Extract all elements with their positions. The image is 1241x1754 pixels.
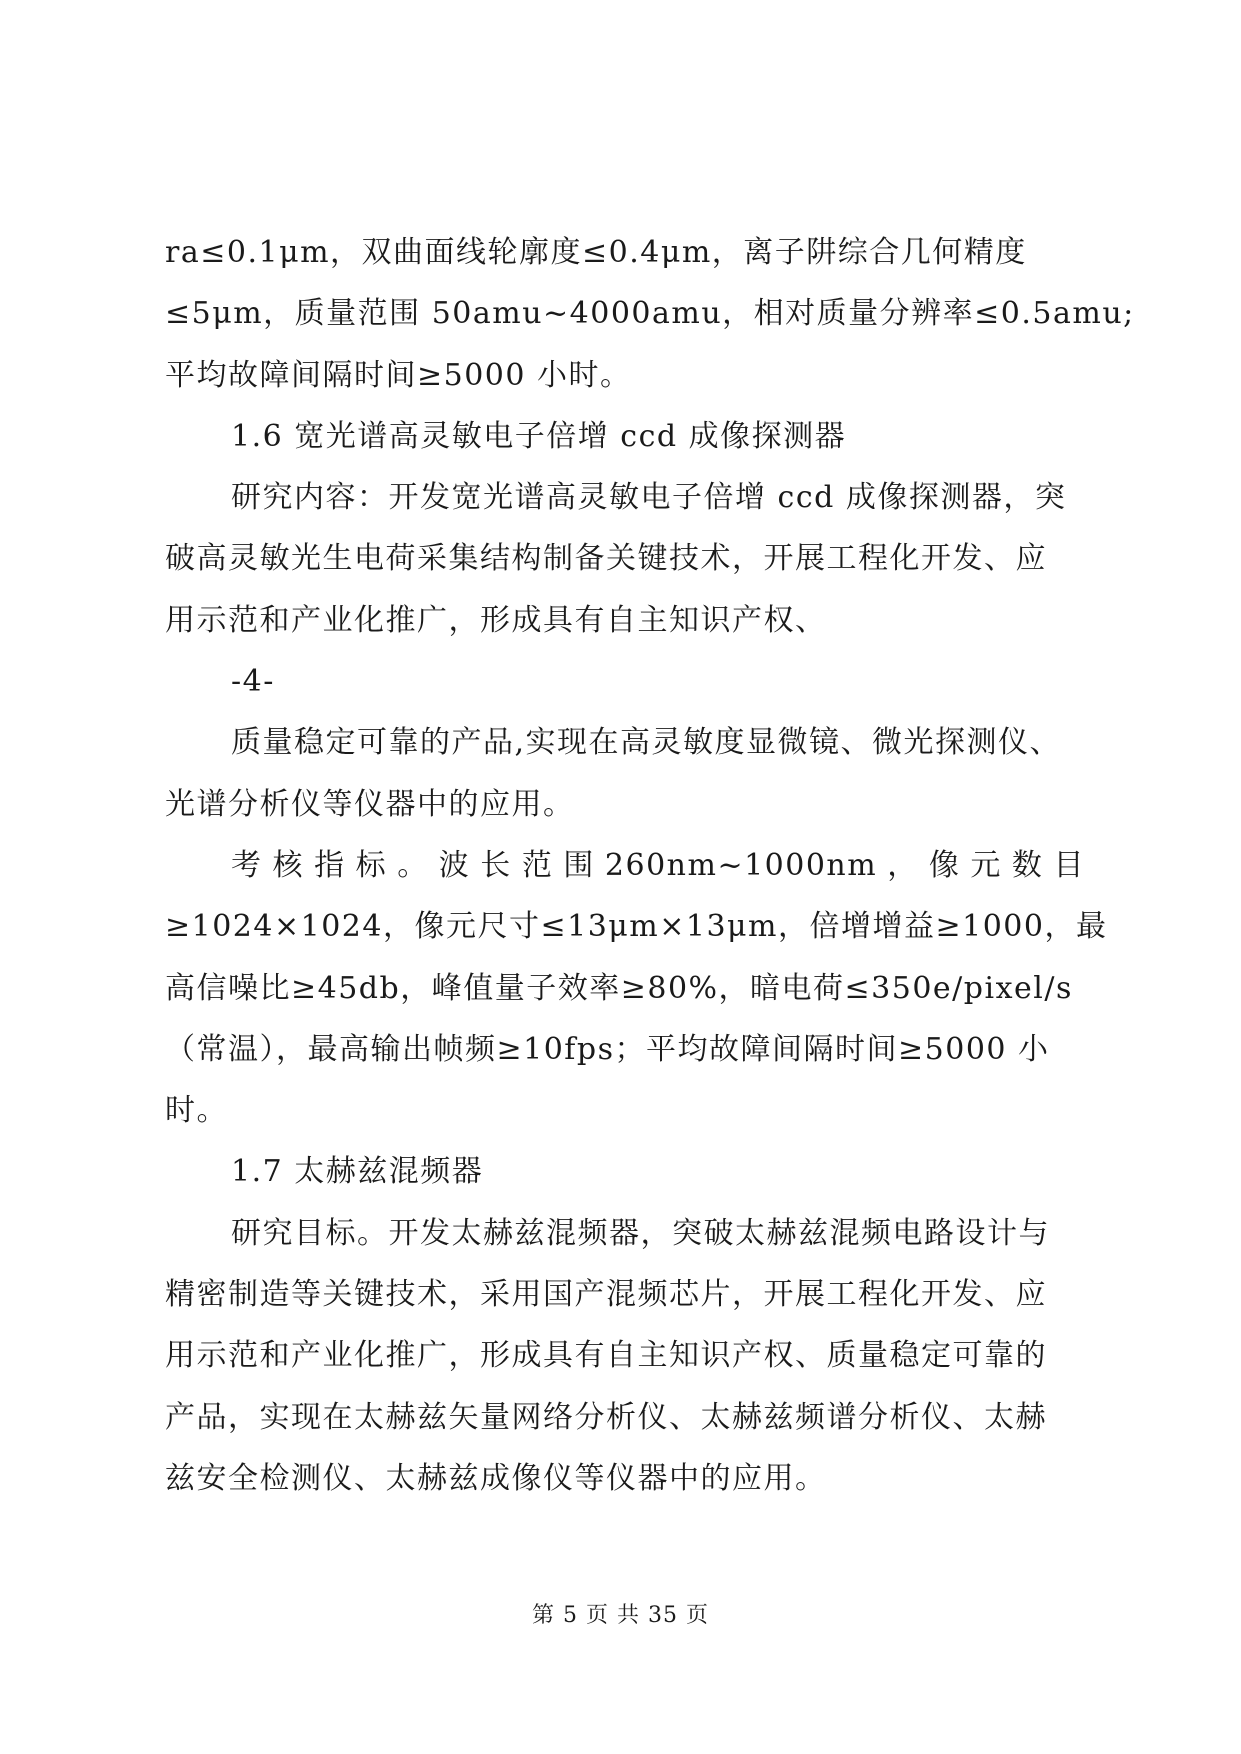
spaced-char: 标 xyxy=(355,847,388,883)
text-line: 平均故障间隔时间≥5000 小时。 xyxy=(165,357,632,393)
spaced-char: 数 xyxy=(1011,847,1044,883)
spaced-char: 像 xyxy=(928,847,961,883)
text-line: ra≤0.1μm，双曲面线轮廓度≤0.4μm，离子阱综合几何精度 xyxy=(165,235,1027,270)
text-line: 研究内容：开发宽光谱高灵敏电子倍增 ccd 成像探测器，突 xyxy=(231,480,1067,516)
section-heading-1-7: 1.7 太赫兹混频器 xyxy=(231,1154,484,1190)
text-line: 用示范和产业化推广，形成具有自主知识产权、质量稳定可靠的 xyxy=(165,1338,1047,1374)
text-line: 研究目标。开发太赫兹混频器，突破太赫兹混频电路设计与 xyxy=(231,1215,1050,1251)
text-line: 破高灵敏光生电荷采集结构制备关键技术，开展工程化开发、应 xyxy=(165,541,1047,577)
spaced-char: 考 xyxy=(231,847,263,883)
assessment-indicator-line xyxy=(165,835,1085,896)
spaced-char: 元 xyxy=(970,847,1002,883)
text-line: ≥1024×1024，像元尺寸≤13μm×13μm，倍增增益≥1000，最 xyxy=(165,909,1108,945)
spaced-char: 核 xyxy=(272,847,305,883)
spaced-char: 。 xyxy=(397,847,429,883)
text-line: ≤5μm，质量范围 50amu~4000amu，相对质量分辨率≤0.5amu; xyxy=(165,296,1135,332)
text-line: 质量稳定可靠的产品,实现在高灵敏度显微镜、微光探测仪、 xyxy=(231,725,1062,761)
spaced-char: 260nm~1000nm xyxy=(604,847,878,883)
spaced-char: 目 xyxy=(1053,847,1085,883)
text-line: 产品，实现在太赫兹矢量网络分析仪、太赫兹频谱分析仪、太赫 xyxy=(165,1399,1047,1435)
text-line: 高信噪比≥45db，峰值量子效率≥80%，暗电荷≤350e/pixel/s xyxy=(165,970,1073,1006)
text-line: 光谱分析仪等仪器中的应用。 xyxy=(165,786,575,822)
section-heading-1-6: 1.6 宽光谱高灵敏电子倍增 ccd 成像探测器 xyxy=(231,418,847,454)
text-line: 精密制造等关键技术，采用国产混频芯片，开展工程化开发、应 xyxy=(165,1277,1047,1313)
document-body xyxy=(165,222,1135,1509)
spaced-char: ， xyxy=(887,847,919,883)
spaced-char: 范 xyxy=(521,847,554,883)
spaced-char: 波 xyxy=(438,847,471,883)
text-line: 用示范和产业化推广，形成具有自主知识产权、 xyxy=(165,602,827,638)
text-line: 兹安全检测仪、太赫兹成像仪等仪器中的应用。 xyxy=(165,1460,827,1496)
spaced-char: 长 xyxy=(480,847,512,883)
inline-page-number: -4- xyxy=(231,664,275,700)
spaced-char: 指 xyxy=(314,847,346,883)
page-footer: 第 5 页 共 35 页 xyxy=(532,1603,709,1628)
spaced-char: 围 xyxy=(563,847,595,883)
text-line: （常温），最高输出帧频≥10fps；平均故障间隔时间≥5000 小 xyxy=(165,1031,1050,1067)
text-line: 时。 xyxy=(165,1093,228,1129)
